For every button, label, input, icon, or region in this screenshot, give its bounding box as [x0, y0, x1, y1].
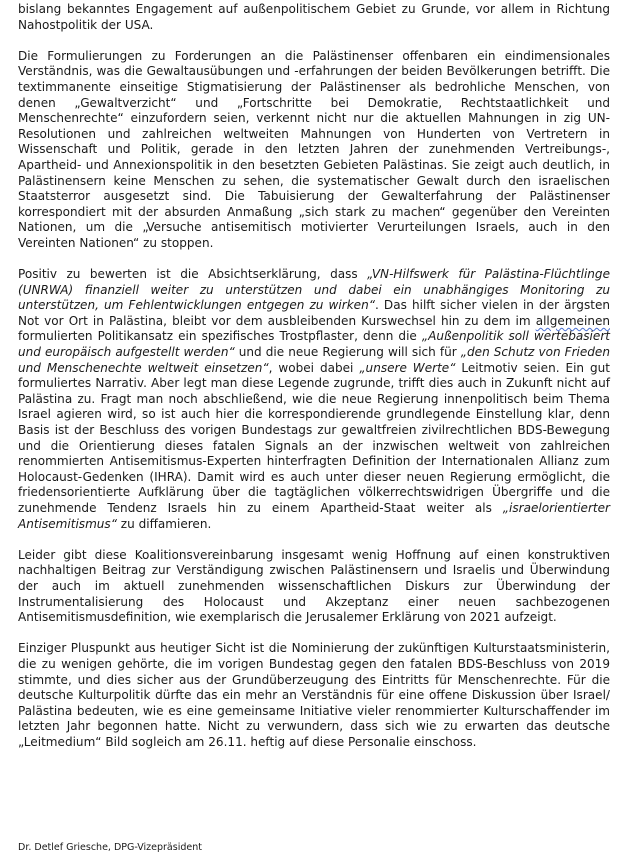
- text-run: . Das hilft sicher vielen in der ärgsten Not vor Ort in Palästina, bleibt vor dem ausbleibenden Kurswechsel hin zu dem im: [18, 298, 610, 328]
- text-run: und die neue Regierung will sich für: [234, 345, 461, 360]
- quote-aussenpolitik: „Außenpolitik soll wertebasiert und europäisch aufgestellt werden“: [18, 329, 610, 360]
- text-run: bislang bekanntes Engagement auf außenpolitischem Gebiet zu Grunde, vor allem in Richtung Nahostpolitik der USA.: [18, 2, 610, 32]
- text-run: Leitmotiv seien. Ein gut formuliertes Narrativ. Aber legt man diese Legende zugrunde, trifft dies auch in Zukunft nicht auf Palästina zu. Fragt man noch abschließend, wie die neue Regierung innenpolitisch beim Thema Israel agieren wird, so ist auch hier die korrespondierende grundlegende Einstellung klar, denn Basis ist der Beschluss des vorigen Bundestags zur gewaltfreien zivilrechtlichen BDS-Bewegung und die Orientierung dieses fatalen Signals an der inzwischen weltweit von zahlreichen renommierten Antisemitismus-Experten hinterfragten Definition der Internationalen Allianz zum Holocaust-Gedenken (IHRA). Damit wird es auch unter dieser neuen Regierung ermöglicht, die friedensorientierte Aufklärung über die tagtäglichen völkerrechtswidrigen Übergriffe und die zunehmende Tendenz Israels hin zu einem Apartheid-Staat weiter als: [18, 360, 610, 515]
- text-run: Leider gibt diese Koalitionsvereinbarung insgesamt wenig Hoffnung auf einen konstruktiven nachhaltigen Beitrag zur Verständigung zwischen Palästinensern und Israelis und Überwindung der auch im aktuell zunehmenden wissenschaftlichen Diskurs zur Überwindung der Instrumentalisierung des Holocaust und Akzeptanz einer neuen sachbezogenen Antisemitismusdefinition, wie exemplarisch die Jerusalemer Erklärung von 2021 aufzeigt.: [18, 547, 610, 625]
- paragraph-intro-tail: [18, 2, 610, 33]
- spellcheck-word: allgemeinen: [535, 313, 610, 328]
- text-run: , wobei dabei: [268, 360, 360, 375]
- quote-unrwa: „VN-Hilfswerk für Palästina-Flüchtlinge (UNRWA) finanziell weiter zu unterstützen und dabei ein unabhängiges Monitoring zu unterstützen, um Fehlentwicklungen entgegen zu wirken“: [18, 267, 610, 313]
- paragraph-koalitionsvereinbarung: [18, 548, 610, 626]
- quote-schutz: „den Schutz von Frieden und Menschenechte weltweit einsetzen“: [18, 345, 610, 375]
- paragraph-unrwa: [18, 267, 610, 532]
- paragraph-forderungen: [18, 49, 610, 252]
- paragraph-pluspunkt: [18, 641, 610, 750]
- document-body: [18, 2, 610, 766]
- text-run: Einziger Pluspunkt aus heutiger Sicht ist die Nominierung der zukünftigen Kulturstaatsministerin, die zu wenigen gehörte, die im vorigen Bundestag gegen den fatalen BDS-Beschluss von 2019 stimmte, und dies sicher aus der Grundüberzeugung des Eintritts für Menschenrechte. Für die deutsche Kulturpolitik dürfte das ein mehr an Verständnis für eine offene Diskussion über Israel/ Palästina bedeuten, wie es eine gemeinsame Initiative vieler renommierter Kulturschaffender im letzten Jahr begonnen hatte. Nicht zu verwundern, dass sich wie zu erwarten das deutsche „Leitmedium“ Bild sogleich am 26.11. heftig auf diese Personalie einschoss.: [18, 641, 610, 749]
- text-run: zu diffamieren.: [116, 516, 212, 531]
- text-run: formulierten Politikansatz ein spezifisches Trostpflaster, denn die: [18, 329, 422, 344]
- quote-antisemitismus: „israelorientierter Antisemitismus“: [18, 501, 610, 531]
- text-run: Die Formulierungen zu Forderungen an die Palästinenser offenbaren ein eindimensionales Verständnis, was die Gewaltausübungen und -erfahrungen der beiden Bevölkerungen betrifft. Die textimmanente einseitige Stigmatisierung der Palästinenser als bedrohliche Menschen, von denen „Gewaltverzicht“ und „Fortschritte bei Demokratie, Rechtstaatlichkeit und Menschenrechte“ einzufordern seien, verkennt nicht nur die aktuellen Mahnungen in zig UN-Resolutionen und zahlreichen weltweiten Mahnungen von Hunderten von Vertretern in Wissenschaft und Politik, gerade in den letzten Jahren der zunehmenden Vertreibungs-, Apartheid- und Annexionspolitik in den besetzten Gebieten Palästinas. Sie zeigt auch deutlich, in Palästinensern keine Menschen zu sehen, die systematischer Gewalt durch den israelischen Staatsterror ausgesetzt sind. Die Tabuisierung der Gewalterfahrung der Palästinenser korrespondiert mit der absurden Anmaßung „sich stark zu machen“ gegenüber den Vereinten Nationen, um die „Versuche antisemitisch motivierter Verurteilungen Israels, auch in den Vereinten Nationen“ zu stoppen.: [18, 48, 610, 250]
- author-signature: Dr. Detlef Griesche, DPG-Vizepräsident: [18, 842, 202, 853]
- text-run: Positiv zu bewerten ist die Absichtserklärung, dass: [18, 267, 368, 282]
- quote-werte: „unsere Werte“: [359, 360, 456, 375]
